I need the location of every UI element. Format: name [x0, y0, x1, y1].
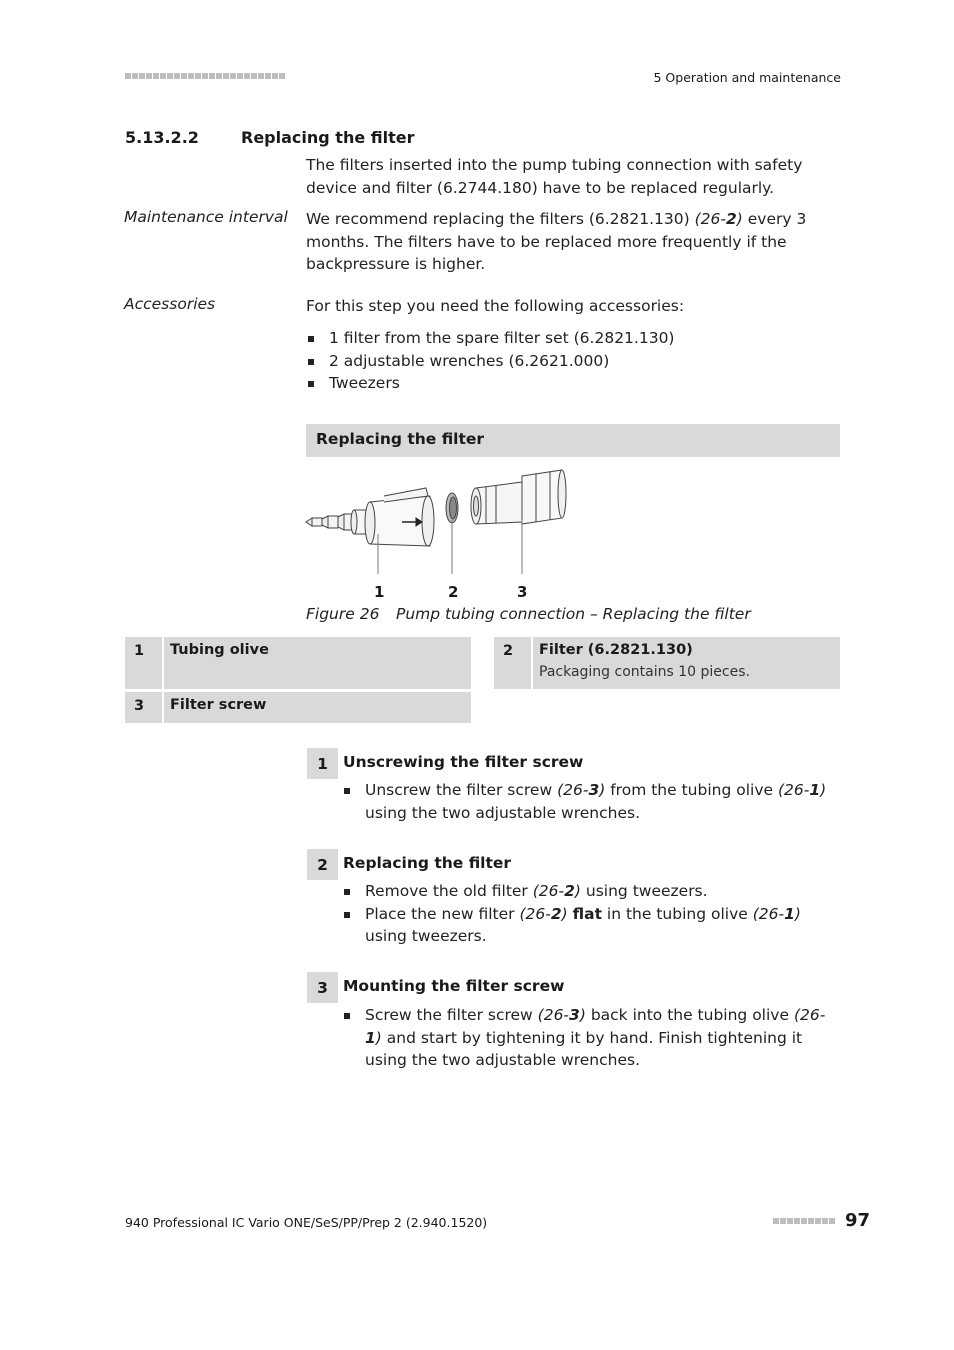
- step-number: 3: [307, 972, 338, 1003]
- step-title: Replacing the filter: [343, 854, 512, 872]
- header-decoration: [125, 73, 285, 79]
- legend-title: Tubing olive: [170, 642, 269, 658]
- legend-number: 1: [134, 643, 145, 659]
- accessories-label: Accessories: [124, 295, 216, 313]
- step-1-list: [342, 779, 840, 824]
- step-number: 2: [307, 849, 338, 880]
- list-item: 2 adjustable wrenches (6.2621.000): [306, 350, 836, 373]
- maintenance-label: Maintenance interval: [124, 208, 288, 226]
- step-number: 1: [307, 748, 338, 779]
- list-item: Place the new filter (26-2) flat in the tubing olive (26-1) using tweezers.: [342, 903, 840, 948]
- step-title: Mounting the filter screw: [343, 977, 565, 995]
- legend-number: 3: [134, 698, 145, 714]
- list-item: Unscrew the filter screw (26-3) from the tubing olive (26-1) using the two adjustable wrenches.: [342, 779, 840, 824]
- step-title: Unscrewing the filter screw: [343, 753, 584, 771]
- maintenance-text: We recommend replacing the filters (6.2821.130) (26-2) every 3 months. The filters have to be replaced more frequently if the backpressure is higher.: [306, 210, 807, 273]
- callout-1: 1: [374, 583, 385, 601]
- legend-item-filter-screw: [125, 692, 471, 723]
- list-item: Tweezers: [306, 372, 836, 395]
- page-number: 97: [845, 1210, 871, 1231]
- footer-decoration: [773, 1218, 835, 1224]
- legend-title: Filter screw: [170, 697, 267, 713]
- list-item: Remove the old filter (26-2) using tweezers.: [342, 880, 840, 903]
- legend-item-filter: [494, 637, 840, 689]
- footer-product: 940 Professional IC Vario ONE/SeS/PP/Prep 2 (2.940.1520): [125, 1215, 488, 1230]
- callout-3: 3: [517, 583, 528, 601]
- header-chapter: 5 Operation and maintenance: [653, 70, 841, 85]
- legend-item-tubing-olive: [125, 637, 471, 689]
- procedure-bar: [306, 424, 840, 457]
- pump-tubing-connection-figure: [300, 462, 580, 582]
- accessories-list: [306, 327, 836, 395]
- list-item: Screw the filter screw (26-3) back into the tubing olive (26-1) and start by tightening it by hand. Finish tightening it using the two adjustable wrenches.: [342, 1004, 840, 1072]
- legend-description: Packaging contains 10 pieces.: [539, 664, 750, 680]
- section-intro: The filters inserted into the pump tubing connection with safety device and filter (6.2744.180) have to be replaced regularly.: [306, 156, 803, 197]
- legend-title: Filter (6.2821.130): [539, 642, 693, 658]
- procedure-bar-title: Replacing the filter: [316, 430, 485, 448]
- section-title: Replacing the filter: [241, 128, 415, 147]
- figure-label: Figure 26: [306, 605, 380, 623]
- callout-2: 2: [448, 583, 459, 601]
- section-number: 5.13.2.2: [125, 128, 199, 147]
- legend-number: 2: [503, 643, 514, 659]
- accessories-intro: For this step you need the following accessories:: [306, 297, 685, 315]
- list-item: 1 filter from the spare filter set (6.2821.130): [306, 327, 836, 350]
- figure-caption: Pump tubing connection – Replacing the filter: [396, 605, 751, 623]
- step-3-list: [342, 1004, 840, 1072]
- step-2-list: [342, 880, 840, 948]
